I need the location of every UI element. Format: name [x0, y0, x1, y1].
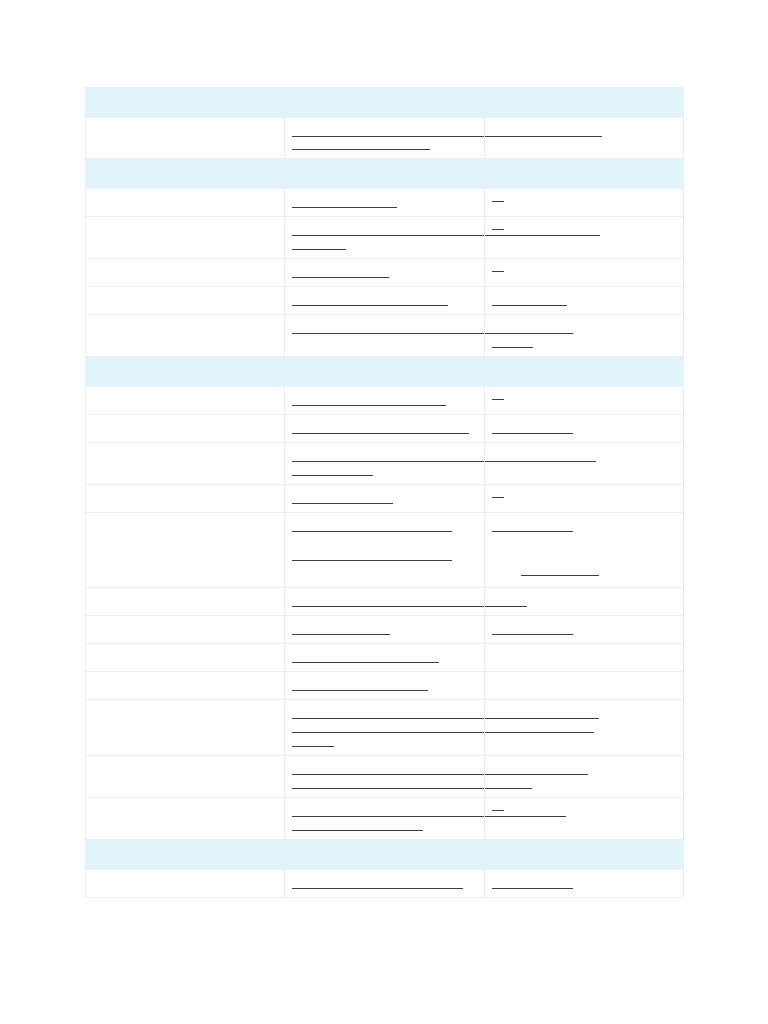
- value-cell: [484, 259, 683, 287]
- table-row: [86, 672, 684, 700]
- value-cell: [484, 443, 683, 485]
- table-row: [86, 118, 684, 159]
- document-table: [85, 87, 684, 898]
- table-row: [86, 644, 684, 672]
- value-cell: [484, 287, 683, 315]
- description-cell: [285, 616, 484, 644]
- description-cell: [285, 798, 484, 840]
- table-row: [86, 588, 684, 616]
- table-row: [86, 415, 684, 443]
- value-cell: [484, 513, 683, 588]
- table-row: [86, 387, 684, 415]
- section-header: [86, 357, 684, 387]
- description-cell: [285, 259, 484, 287]
- label-cell: [86, 287, 285, 315]
- description-cell: [285, 118, 484, 159]
- label-cell: [86, 700, 285, 756]
- table-row: [86, 287, 684, 315]
- table-row: [86, 259, 684, 287]
- value-cell: [484, 118, 683, 159]
- label-cell: [86, 870, 285, 898]
- label-cell: [86, 616, 285, 644]
- description-cell: [285, 287, 484, 315]
- label-cell: [86, 798, 285, 840]
- table-row: [86, 798, 684, 840]
- label-cell: [86, 315, 285, 357]
- label-cell: [86, 513, 285, 588]
- value-cell: [484, 217, 683, 259]
- table-row: [86, 217, 684, 259]
- value-cell: [484, 672, 683, 700]
- value-cell: [484, 315, 683, 357]
- label-cell: [86, 118, 285, 159]
- description-cell: [285, 672, 484, 700]
- value-cell: [484, 616, 683, 644]
- description-cell: [285, 513, 484, 588]
- description-cell: [285, 700, 484, 756]
- table-row: [86, 189, 684, 217]
- label-cell: [86, 485, 285, 513]
- description-cell: [285, 443, 484, 485]
- label-cell: [86, 672, 285, 700]
- value-cell: [484, 387, 683, 415]
- table-row: [86, 616, 684, 644]
- label-cell: [86, 443, 285, 485]
- label-cell: [86, 588, 285, 616]
- table-row: [86, 513, 684, 588]
- label-cell: [86, 387, 285, 415]
- value-cell: [484, 870, 683, 898]
- description-cell: [285, 588, 484, 616]
- description-cell: [285, 189, 484, 217]
- table-row: [86, 315, 684, 357]
- table-row: [86, 870, 684, 898]
- value-cell: [484, 588, 683, 616]
- table-row: [86, 485, 684, 513]
- value-cell: [484, 644, 683, 672]
- label-cell: [86, 189, 285, 217]
- label-cell: [86, 217, 285, 259]
- table-row: [86, 700, 684, 756]
- value-cell: [484, 189, 683, 217]
- description-cell: [285, 387, 484, 415]
- label-cell: [86, 644, 285, 672]
- description-cell: [285, 756, 484, 798]
- value-cell: [484, 485, 683, 513]
- value-cell: [484, 756, 683, 798]
- value-cell: [484, 415, 683, 443]
- value-cell: [484, 700, 683, 756]
- description-cell: [285, 415, 484, 443]
- section-header: [86, 840, 684, 870]
- description-cell: [285, 644, 484, 672]
- label-cell: [86, 259, 285, 287]
- section-header: [86, 159, 684, 189]
- description-cell: [285, 315, 484, 357]
- description-cell: [285, 870, 484, 898]
- label-cell: [86, 415, 285, 443]
- table-row: [86, 443, 684, 485]
- description-cell: [285, 217, 484, 259]
- label-cell: [86, 756, 285, 798]
- description-cell: [285, 485, 484, 513]
- value-cell: [484, 798, 683, 840]
- table-row: [86, 756, 684, 798]
- section-header: [86, 88, 684, 118]
